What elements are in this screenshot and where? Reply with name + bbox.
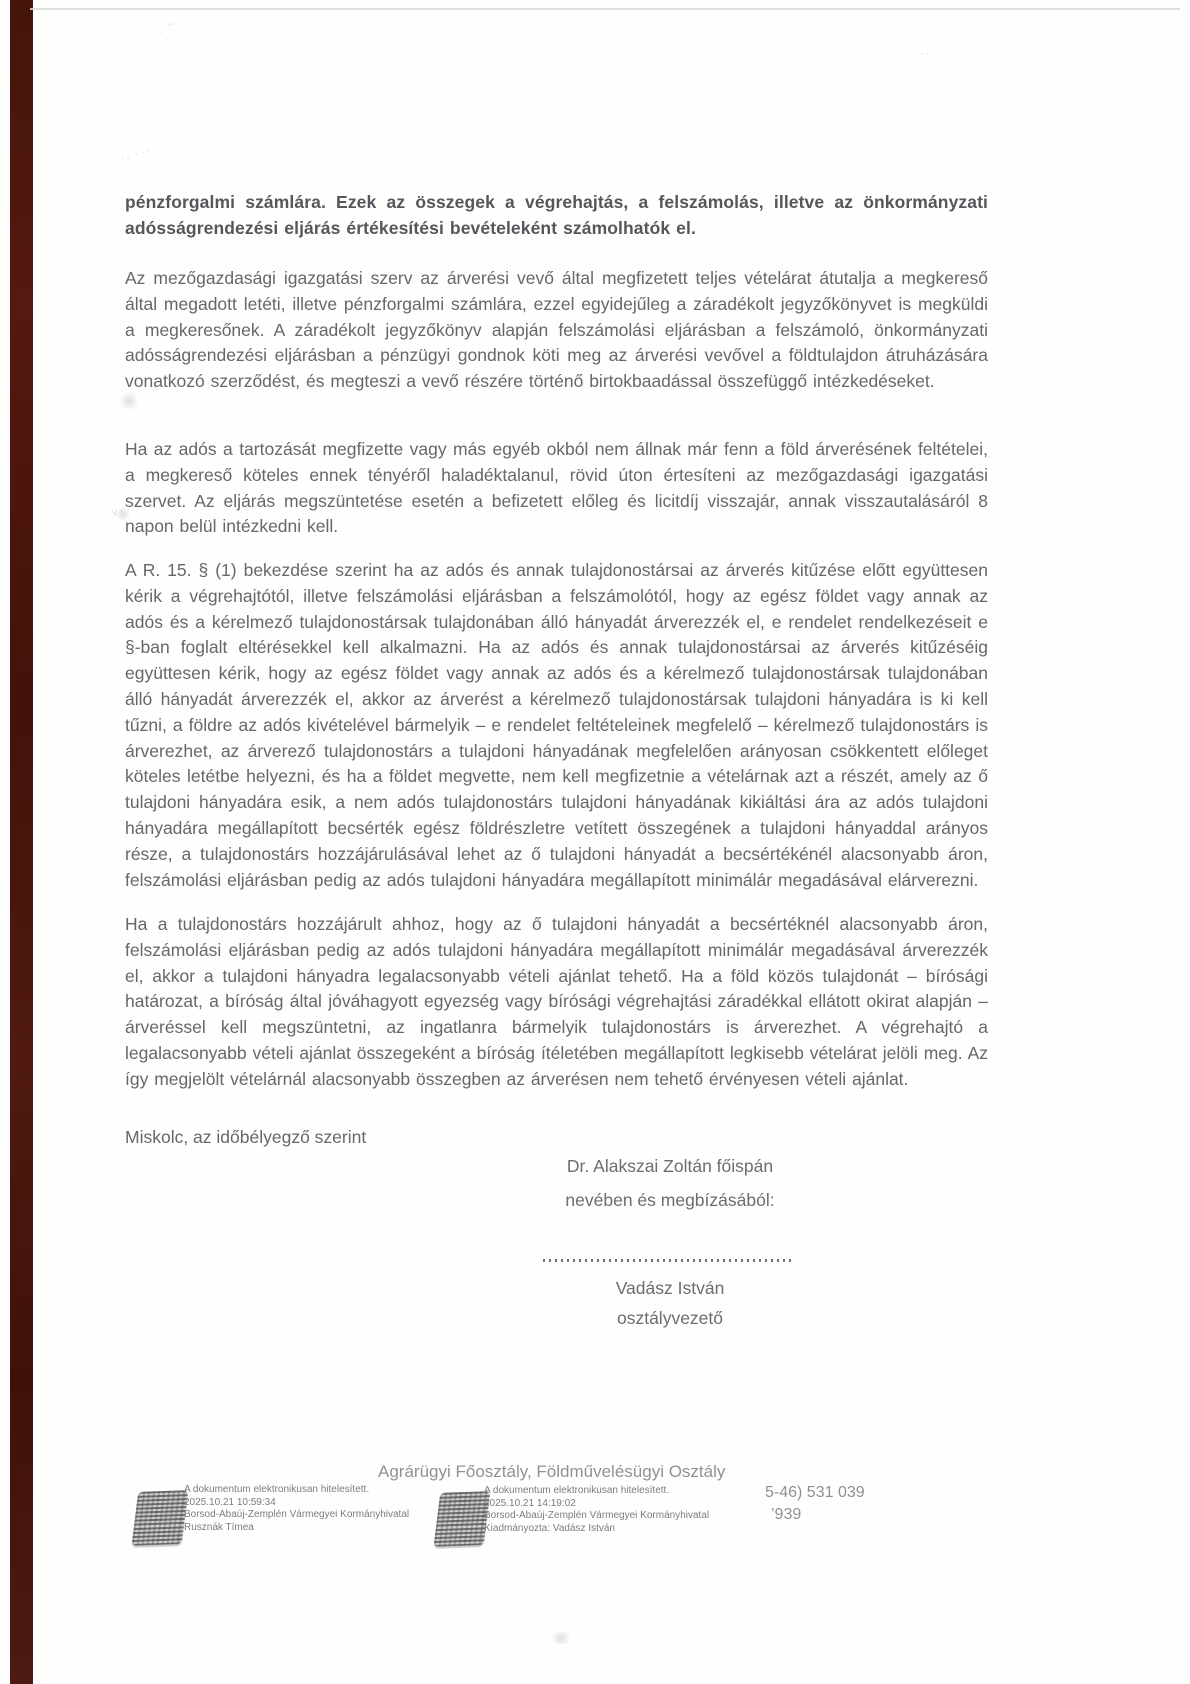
paragraph-1: pénzforgalmi számlára. Ezek az összegek a végrehajtás, a felszámolás, illetve az önkormányzati adósságrendezési eljárás értékesítési bevételeként számolhatók el. (125, 192, 988, 238)
stamp-right-line4: Kiadmányozta: Vadász István (484, 1522, 615, 1534)
scan-noise: ·, ··· (119, 144, 154, 164)
stamp-right-text (484, 1485, 709, 1535)
stamp-right-line2: 2025.10.21 14:19:02 (484, 1497, 576, 1509)
scan-noise: · (940, 224, 946, 236)
signature-on-behalf: nevében és megbízásából: (565, 1190, 775, 1210)
phone-fragment-line2: ’939 (771, 1506, 802, 1523)
signer-title: osztályvezető (616, 1308, 724, 1328)
stamp-right-line3: Borsod-Abaúj-Zemplén Vármegyei Kormányhivatal (484, 1510, 710, 1522)
signer-name: Vadász István (615, 1278, 725, 1298)
scan-noise: v· (110, 504, 127, 520)
stamp-left-text (184, 1484, 409, 1534)
digital-signature-stamp-icon (434, 1491, 491, 1547)
scan-top-edge-line (30, 8, 1180, 10)
phone-fragment-line1: 5-46) 531 039 (765, 1484, 865, 1501)
scan-noise (548, 1632, 574, 1644)
paragraph-2: Az mezőgazdasági igazgatási szerv az árverési vevő által megfizetett teljes vételárat átutalja a megkereső által megadott letéti, illetve pénzforgalmi számlára, ezzel egyidejűleg a záradékolt jegyzőkönyvet is megküldi a megkeresőnek. A záradékolt jegyzőkönyv alapján felszámolási eljárásban a felszámoló, önkormányzati adósságrendezési eljárásban a pénzügyi gondnok köti meg az árverési vevővel a földtulajdon átruházására vonatkozó szerződést, és megteszi a vevő részére történő birtokbaadással összefüggő intézkedéseket. (125, 268, 988, 392)
scan-noise: ·· (919, 47, 932, 61)
paragraph-5: Ha a tulajdonostárs hozzájárult ahhoz, hogy az ő tulajdoni hányadát a becsértéknél alacsonyabb áron, felszámolási eljárásban pedig az adós tulajdoni hányadára megállapított minimálár megadásával árverezzék el, akkor a tulajdoni hányadra legalacsonyabb vételi ajánlat tehető. Ha a föld közös tulajdonát – bírósági határozat, a bíróság által jóváhagyott egyezség vagy bírósági végrehajtási záradékkal ellátott okirat alapján – árveréssel kell megszüntetni, az ingatlanra bármelyik tulajdonostárs is árverezhet. A végrehajtó a legalacsonyabb vételi ajánlat összegeként a bíróság ítéletében megállapított legkisebb vételárat jelöli meg. Az így megjelölt vételárnál alacsonyabb összegben az árverésen nem tehető érvényesen vételi ajánlat. (125, 914, 988, 1089)
stamp-left-line3: Borsod-Abaúj-Zemplén Vármegyei Kormányhivatal (184, 1509, 410, 1521)
stamp-left-line1: A dokumentum elektronikusan hitelesített. (184, 1484, 370, 1495)
scan-noise: .·''· (157, 19, 184, 37)
stamp-right-line1: A dokumentum elektronikusan hitelesített. (484, 1485, 670, 1496)
signature-principal: Dr. Alakszai Zoltán főispán (566, 1156, 774, 1176)
footer-department-line: Agrárügyi Főosztály, Földművelésügyi Osztály (378, 1462, 726, 1481)
dateline: Miskolc, az időbélyegző szerint (125, 1127, 367, 1147)
stamp-left-line2: 2025.10.21 10:59:34 (184, 1496, 276, 1508)
stamp-left-line4: Rusznák Tímea (184, 1521, 254, 1533)
signature-dotted-line (543, 1259, 795, 1262)
scan-left-edge-bar (10, 0, 33, 1684)
paragraph-3: Ha az adós a tartozását megfizette vagy más egyéb okból nem állnak már fenn a föld árverésének feltételei, a megkereső köteles ennek tényéről haladéktalanul, rövid úton értesíteni az mezőgazdasági igazgatási szervet. Az eljárás megszüntetése esetén a befizetett előleg és licitdíj visszajár, annak visszautalásáról 8 napon belül intézkedni kell. (125, 439, 988, 537)
digital-signature-stamp-icon (132, 1490, 189, 1546)
paragraph-4: A R. 15. § (1) bekezdése szerint ha az adós és annak tulajdonostársai az árverés kitűzése előtt együttesen kérik a végrehajtótól, illetve felszámolási eljárásban a felszámolótól, hogy az egész földet vagy annak az adós és a kérelmező tulajdonostársak tulajdonában álló hányadát árverezzék el, e rendelet rendelkezéseit e §-ban foglalt eltérésekkel kell alkalmazni. Ha az adós és annak tulajdonostársai az árverés kitűzéséig együttesen kérik, hogy az egész földet vagy annak az adós és a kérelmező tulajdonostársak tulajdonában álló hányadát árverezzék el, akkor az árverést a kérelmező tulajdonostársak tulajdoni hányadára is ki kell tűzni, a földre az adós kivételével bármelyik – e rendelet feltételeinek megfelelő – kérelmező tulajdonostárs is árverezhet, az árverező tulajdonostárs a tulajdoni hányadának megfelelően arányosan csökkentett előleget köteles letétbe helyezni, és ha a földet megvette, nem kell megfizetnie a vételárnak azt a részét, amely az ő tulajdoni hányadára esik, a nem adós tulajdonostárs tulajdoni hányadának kikiáltási ára az adós tulajdoni hányadára megállapított becsérték egész földrészletre vetített összegének a tulajdoni hányaddal arányos része, a tulajdonostárs hozzájárulásával lehet az ő tulajdoni hányadát a becsértékénél alacsonyabb áron, felszámolási eljárásban pedig az adós tulajdoni hányadára megállapított minimálár megadásával elárverezni. (125, 560, 988, 890)
